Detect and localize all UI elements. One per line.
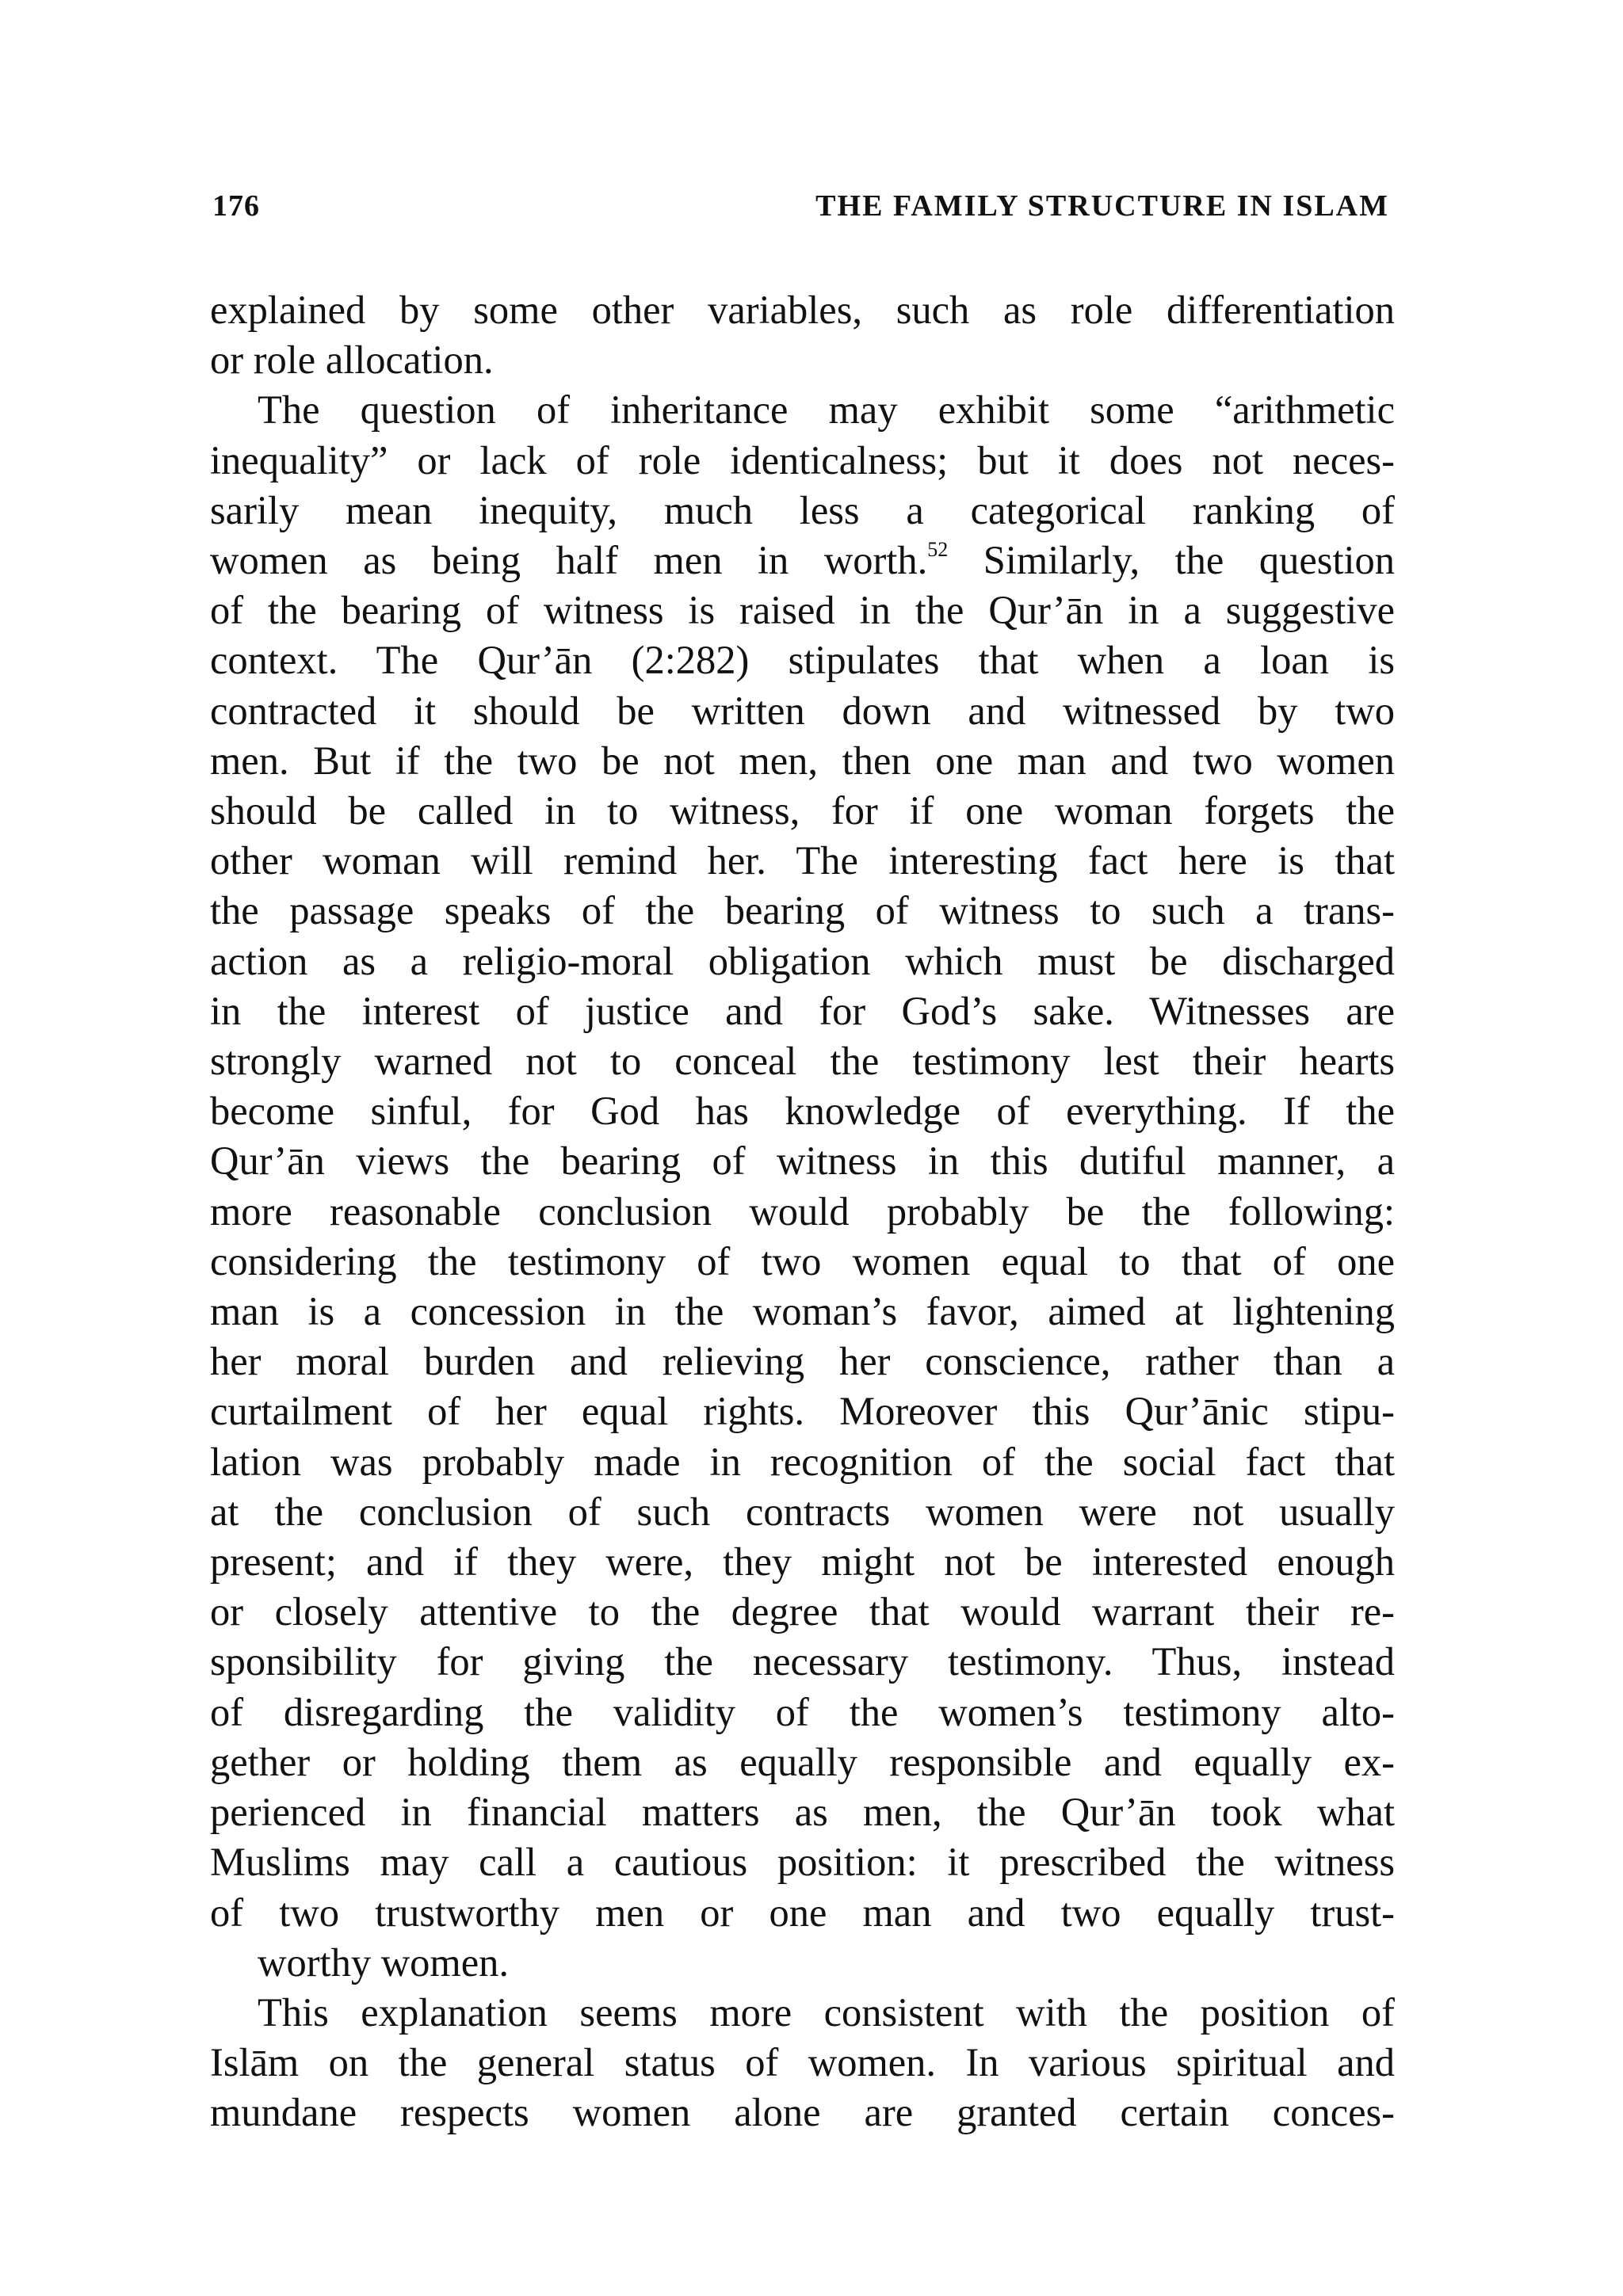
text-line: sarily mean inequity, much less a categorical ranking of <box>210 487 1395 532</box>
page-number: 176 <box>212 189 260 223</box>
text-line: curtailment of her equal rights. Moreover this Qur’ānic stipu- <box>210 1389 1395 1434</box>
running-head <box>212 182 1389 230</box>
text-line: context. The Qur’ān (2:282) stipulates that when a loan is <box>210 638 1395 683</box>
text-line: gether or holding them as equally responsible and equally ex- <box>210 1739 1395 1784</box>
text-line: her moral burden and relieving her conscience, rather than a <box>210 1339 1395 1384</box>
running-title: THE FAMILY STRUCTURE IN ISLAM <box>815 189 1389 223</box>
paragraph-1 <box>210 285 1395 385</box>
text-line: considering the testimony of two women equal to that of one <box>210 1238 1395 1283</box>
paragraph-2 <box>210 385 1395 1988</box>
text-line: become sinful, for God has knowledge of everything. If the <box>210 1089 1395 1134</box>
text-line: man is a concession in the woman’s favor, aimed at lightening <box>210 1289 1395 1334</box>
text-line: the passage speaks of the bearing of witness to such a trans- <box>210 888 1395 933</box>
text-line: contracted it should be written down and witnessed by two <box>210 688 1395 733</box>
text-line: Muslims may call a cautious position: it prescribed the witness <box>210 1840 1395 1885</box>
text-line: Islām on the general status of women. In various spiritual and <box>210 2040 1395 2085</box>
text-line: should be called in to witness, for if one woman forgets the <box>210 788 1395 833</box>
text-line: perienced in financial matters as men, the Qur’ān took what <box>210 1790 1395 1835</box>
text-line: of two trustworthy men or one man and two equally trust- <box>210 1890 1395 1935</box>
paragraph-3 <box>210 1988 1395 2138</box>
text-line: The question of inheritance may exhibit some “arithmetic <box>258 387 1395 433</box>
text-line: of disregarding the validity of the women’s testimony alto- <box>210 1689 1395 1734</box>
body-text <box>210 285 1395 2138</box>
text-line: lation was probably made in recognition of the social fact that <box>210 1439 1395 1484</box>
text-line: women as being half men in worth. <box>210 538 928 583</box>
text-line: explained by some other variables, such as role differentiation <box>210 288 1395 332</box>
text-line: men. But if the two be not men, then one man and two women <box>210 738 1395 783</box>
text-line: at the conclusion of such contracts women were not usually <box>210 1489 1395 1534</box>
text-line: strongly warned not to conceal the testimony lest their hearts <box>210 1039 1395 1084</box>
text-line: or closely attentive to the degree that would warrant their re- <box>210 1589 1395 1634</box>
text-line: inequality” or lack of role identicalness; but it does not neces- <box>210 437 1395 482</box>
footnote-ref: 52 <box>927 538 949 562</box>
text-line: in the interest of justice and for God’s sake. Witnesses are <box>210 988 1395 1033</box>
text-line: sponsibility for giving the necessary testimony. Thus, instead <box>210 1639 1395 1684</box>
text-line-continuation: Similarly, the question <box>948 538 1396 583</box>
text-line: action as a religio-moral obligation which must be discharged <box>210 938 1395 983</box>
text-line: Qur’ān views the bearing of witness in this dutiful manner, a <box>210 1138 1395 1184</box>
text-line: worthy women. <box>258 1939 509 1985</box>
text-line: other woman will remind her. The interesting fact here is that <box>210 838 1395 883</box>
text-line: or role allocation. <box>210 338 494 383</box>
text-line: of the bearing of witness is raised in the Qur’ān in a suggestive <box>210 588 1395 633</box>
text-line: more reasonable conclusion would probably be the following: <box>210 1188 1395 1234</box>
text-line: mundane respects women alone are granted certain conces- <box>210 2090 1395 2135</box>
text-line: This explanation seems more consistent with the position of <box>258 1989 1395 2035</box>
text-line: present; and if they were, they might not be interested enough <box>210 1539 1395 1585</box>
